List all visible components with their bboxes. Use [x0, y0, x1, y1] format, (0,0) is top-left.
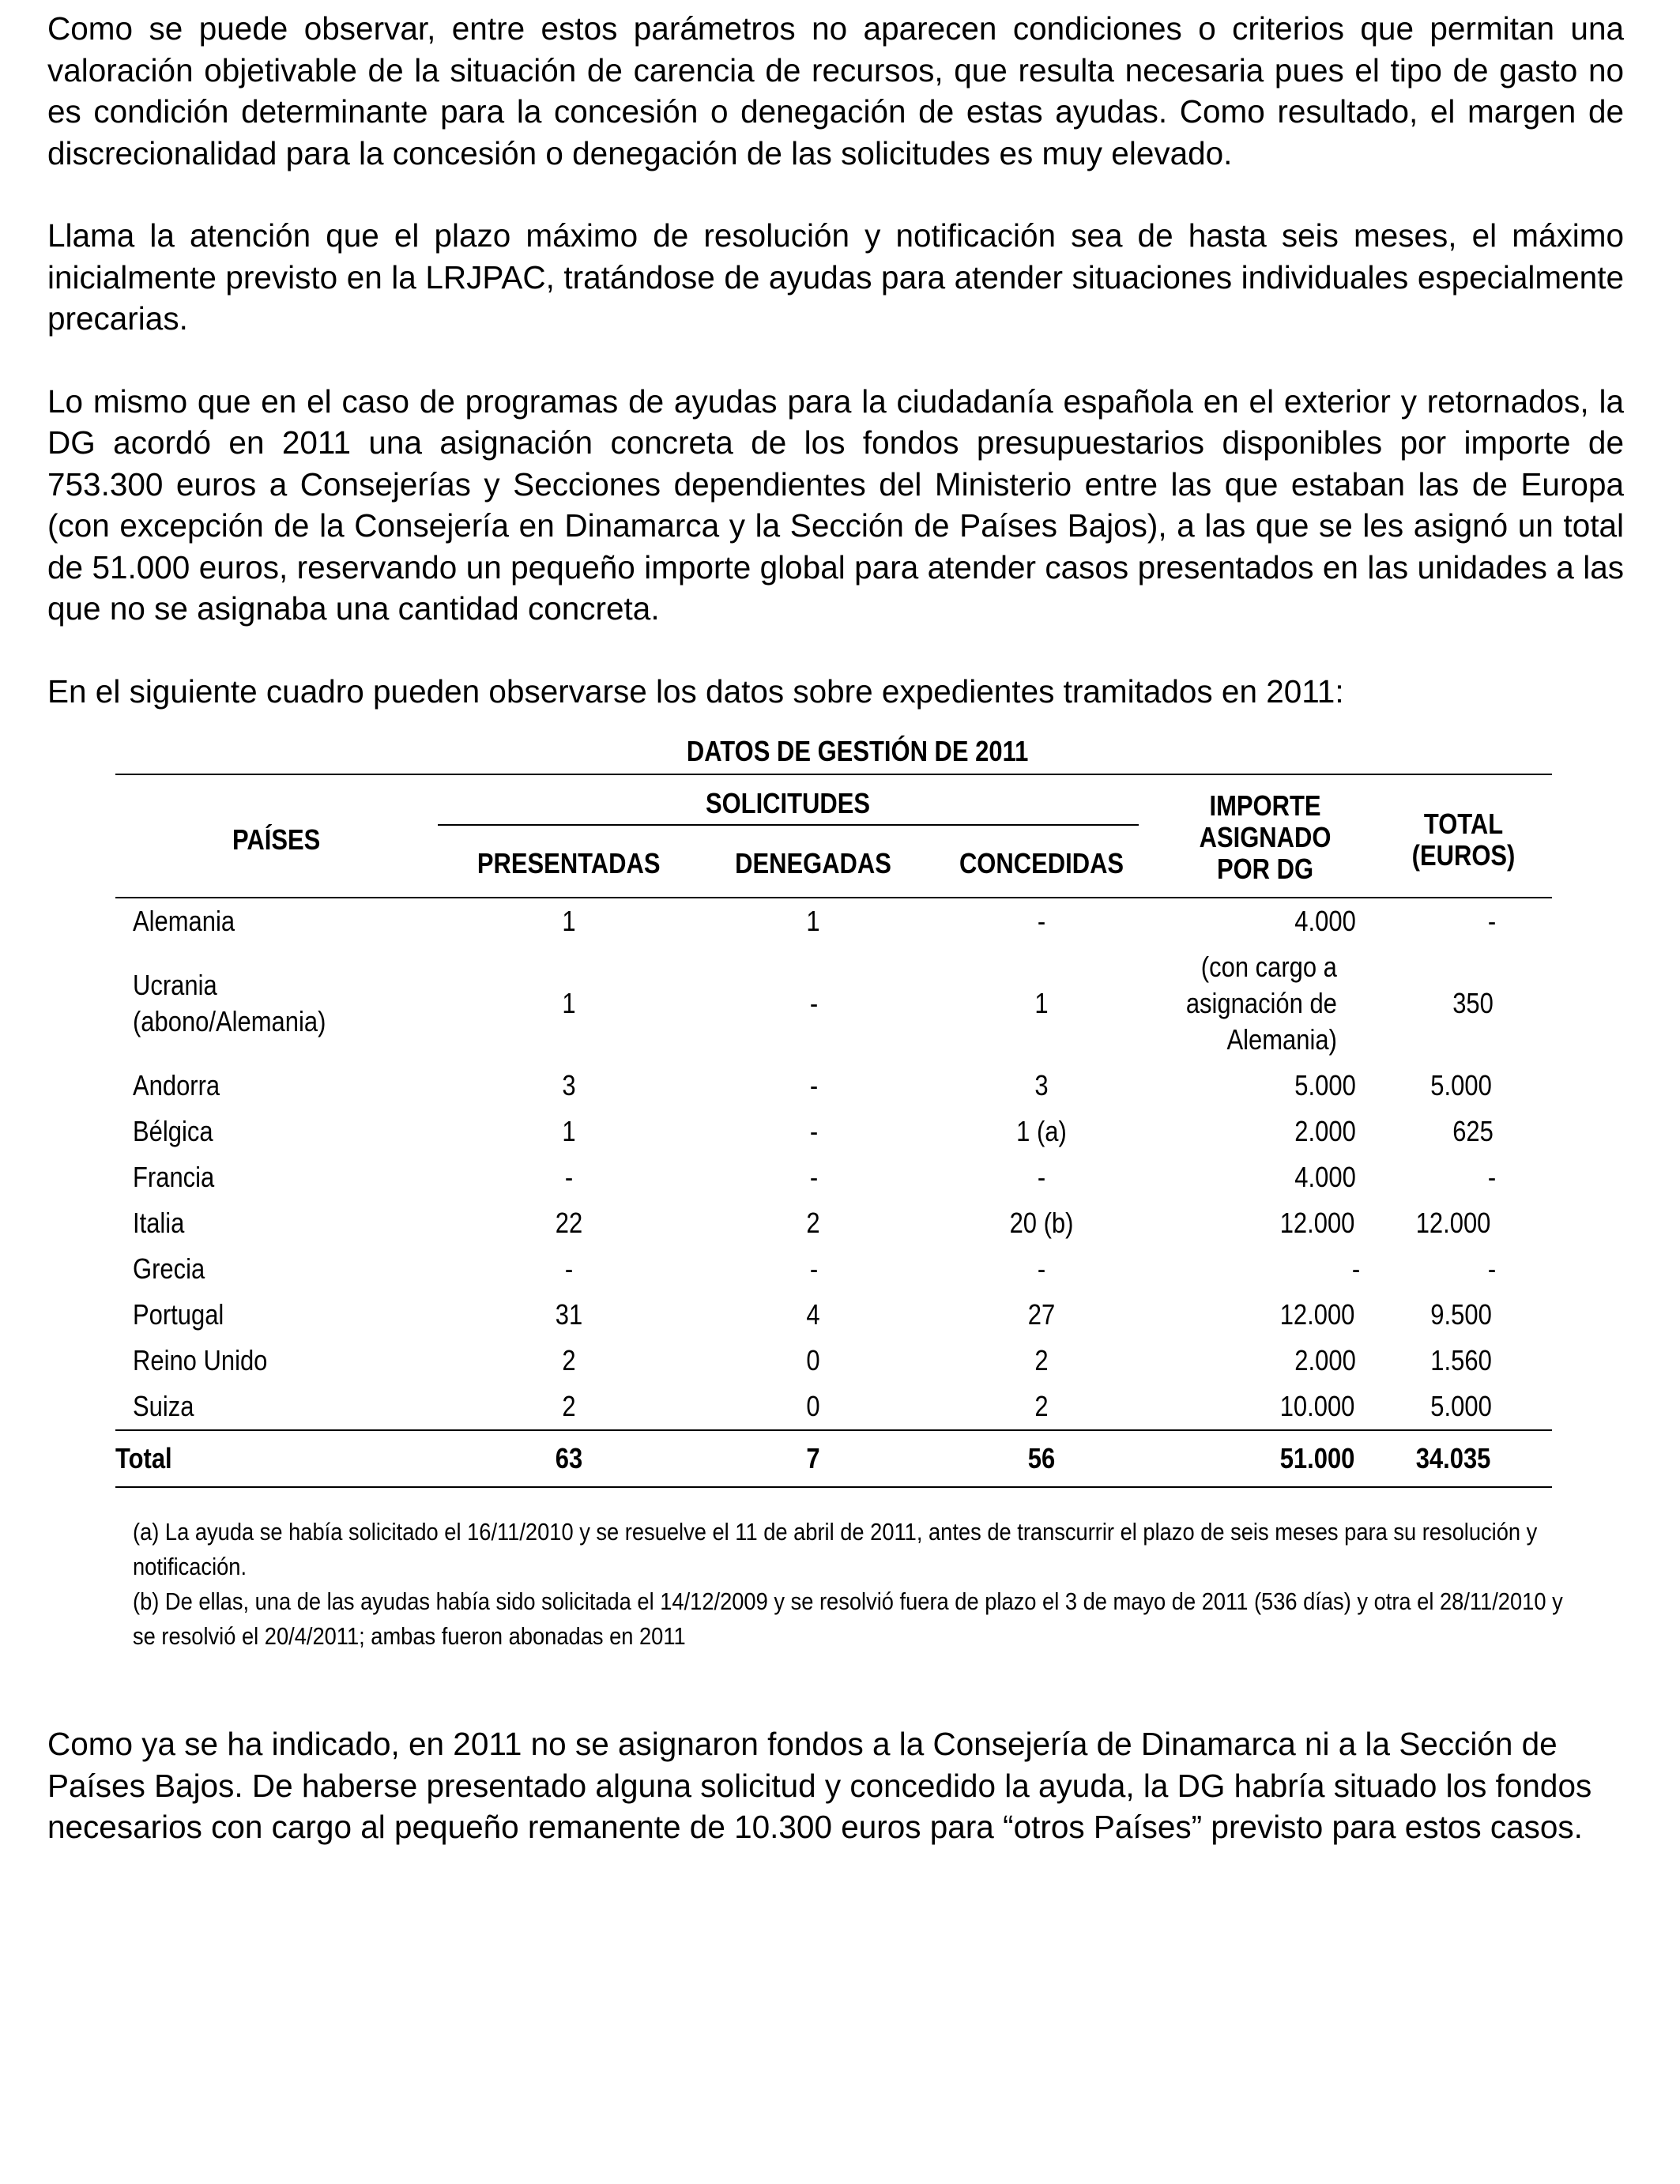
cell-pais: Francia: [133, 1161, 215, 1193]
cell-importe: 5.000: [1294, 1069, 1356, 1101]
cell-importe: 2.000: [1294, 1344, 1356, 1376]
cell-importe: 12.000: [1279, 1298, 1355, 1331]
cell-total-presentadas: 63: [438, 1430, 700, 1487]
header-solicitudes: SOLICITUDES: [438, 774, 1156, 830]
management-data-table: [115, 774, 1552, 1488]
cell-total: 5.000: [1430, 1390, 1492, 1422]
cell-pais: Grecia: [133, 1252, 205, 1285]
footnote-b: (b) De ellas, una de las ayudas había sido solicitada el 14/12/2009 y se resolvió fuera de plazo el 3 de mayo de 2011 (536 días) y otra el 28/11/2010 y se resolvió el 20/4/2011; ambas fueron abonadas en 2011: [133, 1587, 1563, 1650]
cell-pais: Italia: [133, 1207, 185, 1239]
cell-total-euros: 34.035: [1375, 1430, 1552, 1487]
cell-denegadas: -: [809, 1161, 818, 1193]
cell-presentadas: 1: [562, 905, 576, 937]
cell-presentadas: 22: [555, 1207, 583, 1239]
cell-concedidas: 3: [1034, 1069, 1049, 1101]
cell-total: 625: [1452, 1115, 1494, 1147]
cell-importe: (con cargo a asignación de Alemania): [1185, 951, 1337, 1056]
cell-presentadas: 2: [562, 1344, 576, 1376]
table-total-row: [115, 1430, 1552, 1487]
paragraph-2: Llama la atención que el plazo máximo de resolución y notificación sea de hasta seis meses, el máximo inicialmente previsto en la LRJPAC, tratándose de ayudas para atender situaciones individuales especialmente precarias.: [47, 217, 1624, 337]
cell-importe: 2.000: [1294, 1115, 1356, 1147]
table-row: [115, 898, 1552, 944]
cell-concedidas: -: [1037, 1161, 1046, 1193]
cell-denegadas: 1: [806, 905, 821, 937]
cell-concedidas: 20 (b): [1009, 1207, 1074, 1239]
paragraph-4: En el siguiente cuadro pueden observarse los datos sobre expedientes tramitados en 2011:: [47, 672, 1344, 710]
table-row: [115, 944, 1552, 1063]
cell-denegadas: 0: [806, 1390, 821, 1422]
cell-concedidas: 27: [1027, 1298, 1056, 1331]
cell-total: -: [1487, 1252, 1497, 1285]
cell-denegadas: -: [809, 1069, 818, 1101]
cell-pais: Alemania: [133, 905, 235, 937]
header-presentadas: PRESENTADAS: [438, 830, 700, 898]
table-row: [115, 1154, 1552, 1200]
table-row: [115, 1246, 1552, 1292]
cell-pais: Andorra: [133, 1069, 220, 1101]
table-row: [115, 1063, 1552, 1109]
cell-importe: 4.000: [1294, 1161, 1356, 1193]
cell-denegadas: -: [809, 1115, 818, 1147]
table-row: [115, 1292, 1552, 1338]
paragraph-3: Lo mismo que en el caso de programas de ayudas para la ciudadanía española en el exterior y retornados, la DG acordó en 2011 una asignación concreta de los fondos presupuestarios disponibles por importe de 753.300 euros a Consejerías y Secciones dependientes del Ministerio entre las que estaban las de Europa (con excepción de la Consejería en Dinamarca y la Sección de Países Bajos), a las que se les asignó un total de 51.000 euros, reservando un pequeño importe global para atender casos presentados en las unidades a las que no se asignaba una cantidad concreta.: [47, 382, 1624, 627]
cell-denegadas: 2: [806, 1207, 821, 1239]
cell-denegadas: 0: [806, 1344, 821, 1376]
cell-presentadas: 31: [555, 1298, 583, 1331]
header-total: TOTAL (EUROS): [1375, 774, 1552, 898]
header-importe: IMPORTE ASIGNADO POR DG: [1156, 774, 1375, 898]
table-title: DATOS DE GESTIÓN DE 2011: [686, 735, 1029, 767]
table-footnotes: [133, 1515, 1595, 1654]
cell-importe: 10.000: [1279, 1390, 1355, 1422]
footnote-a: (a) La ayuda se había solicitado el 16/11/2010 y se resuelve el 11 de abril de 2011, antes de transcurrir el plazo de seis meses para su resolución y notificación.: [133, 1518, 1538, 1580]
cell-total: 1.560: [1430, 1344, 1492, 1376]
cell-total: -: [1487, 905, 1497, 937]
cell-total-denegadas: 7: [700, 1430, 927, 1487]
cell-total-label: Total: [115, 1430, 438, 1487]
cell-pais: Bélgica: [133, 1115, 213, 1147]
cell-importe: 12.000: [1279, 1207, 1355, 1239]
cell-importe: -: [1351, 1252, 1361, 1285]
header-paises: PAÍSES: [115, 774, 438, 898]
table-row: [115, 1384, 1552, 1430]
document-page: [47, 8, 1624, 1889]
cell-denegadas: -: [809, 987, 818, 1019]
management-data-table-container: [115, 736, 1552, 1488]
cell-concedidas: 2: [1034, 1390, 1049, 1422]
cell-total-importe: 51.000: [1156, 1430, 1375, 1487]
cell-concedidas: -: [1037, 1252, 1046, 1285]
cell-total: -: [1487, 1161, 1497, 1193]
table-row: [115, 1200, 1552, 1246]
header-concedidas: CONCEDIDAS: [927, 830, 1156, 898]
cell-presentadas: 3: [562, 1069, 576, 1101]
cell-concedidas: 2: [1034, 1344, 1049, 1376]
cell-presentadas: -: [564, 1252, 574, 1285]
paragraph-1: Como se puede observar, entre estos parámetros no aparecen condiciones o criterios que permitan una valoración objetivable de la situación de carencia de recursos, que resulta necesaria pues el tipo de gasto no es condición determinante para la concesión o denegación de estas ayudas. Como resultado, el margen de discrecionalidad para la concesión o denegación de las solicitudes es muy elevado.: [47, 10, 1624, 171]
closing-paragraph: Como ya se ha indicado, en 2011 no se asignaron fondos a la Consejería de Dinamarca ni a la Sección de Países Bajos. De haberse presentado alguna solicitud y concedido la ayuda, la DG habría situado los fondos necesarios con cargo al pequeño remanente de 10.300 euros para “otros Países” previsto para estos casos.: [47, 1726, 1592, 1845]
cell-total: 12.000: [1415, 1207, 1491, 1239]
table-row: [115, 1109, 1552, 1154]
cell-denegadas: 4: [806, 1298, 821, 1331]
cell-total: 350: [1452, 987, 1494, 1019]
cell-concedidas: 1 (a): [1016, 1115, 1067, 1147]
table-row: [115, 1338, 1552, 1384]
cell-total: 9.500: [1430, 1298, 1492, 1331]
cell-total: 5.000: [1430, 1069, 1492, 1101]
cell-presentadas: 2: [562, 1390, 576, 1422]
cell-presentadas: -: [564, 1161, 574, 1193]
header-denegadas: DENEGADAS: [700, 830, 927, 898]
cell-pais: Suiza: [133, 1390, 194, 1422]
cell-concedidas: 1: [1034, 987, 1049, 1019]
cell-pais: Portugal: [133, 1298, 224, 1331]
cell-total-concedidas: 56: [927, 1430, 1156, 1487]
cell-concedidas: -: [1037, 905, 1046, 937]
cell-importe: 4.000: [1294, 905, 1356, 937]
cell-presentadas: 1: [562, 987, 576, 1019]
cell-pais: Reino Unido: [133, 1344, 268, 1376]
cell-pais: Ucrania (abono/Alemania): [133, 969, 326, 1037]
cell-denegadas: -: [809, 1252, 818, 1285]
cell-presentadas: 1: [562, 1115, 576, 1147]
table-body: [115, 898, 1552, 1487]
